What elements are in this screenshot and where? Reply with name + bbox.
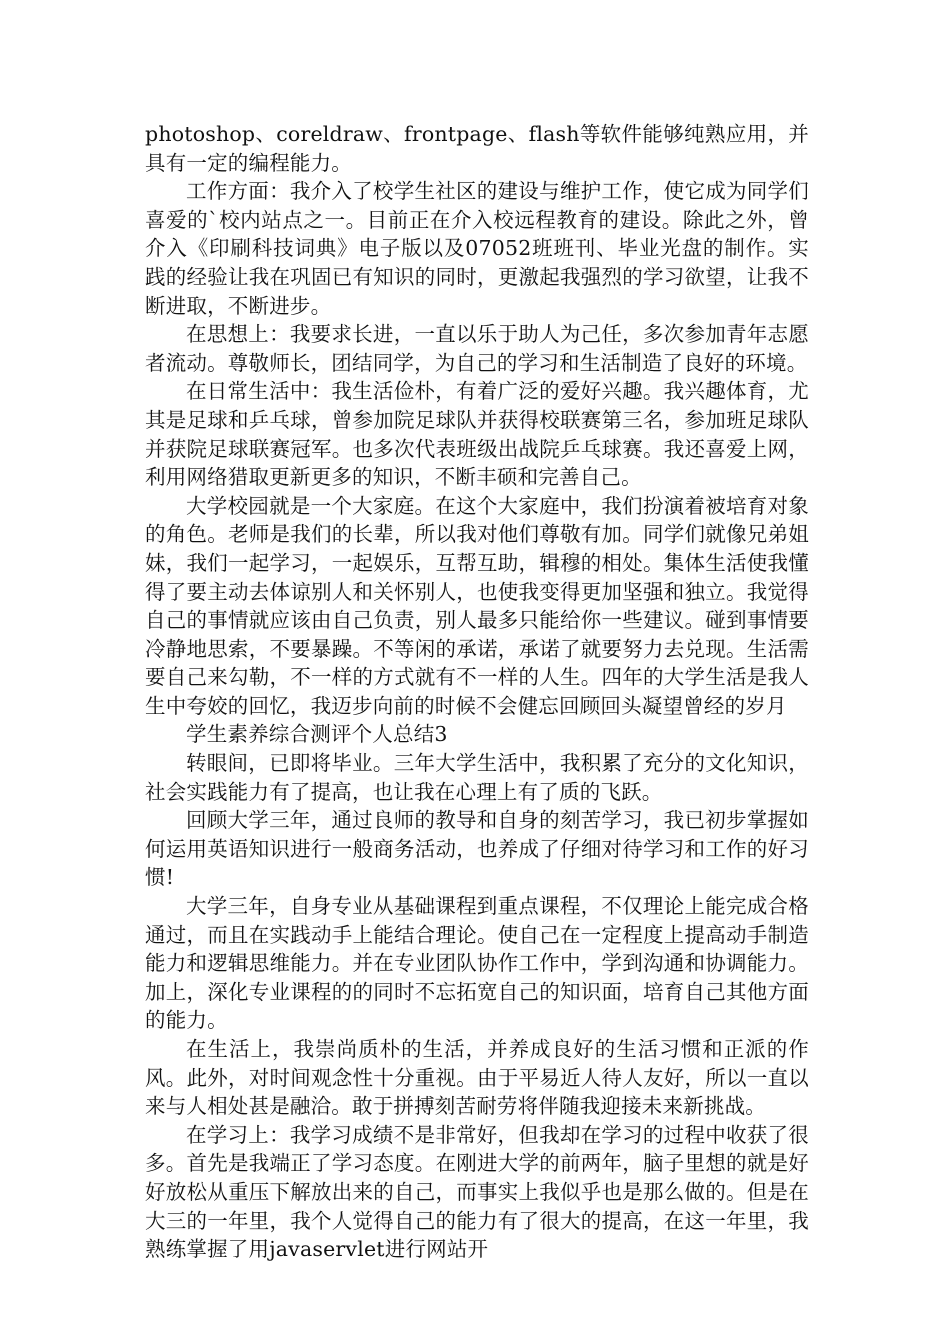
paragraph-graduation: 转眼间，已即将毕业。三年大学生活中，我积累了充分的文化知识，社会实践能力有了提高，也让我在心理上有了质的飞跃。 (145, 751, 809, 804)
paragraph-study: 在学习上：我学习成绩不是非常好，但我却在学习的过程中收获了很多。首先是我端正了学习态度。在刚进大学的前两年，脑子里想的就是好好放松从重压下解放出来的自己，而事实上我似乎也是那么做的。但是在大三的一年里，我个人觉得自己的能力有了很大的提高，在这一年里，我熟练掌握了用javaservlet进行网站开 (145, 1122, 809, 1262)
paragraph-daily-life: 在日常生活中：我生活俭朴，有着广泛的爱好兴趣。我兴趣体育，尤其是足球和乒乓球，曾参加院足球队并获得校联赛第三名，参加班足球队并获院足球联赛冠军。也多次代表班级出战院乒乓球赛。我还喜爱上网，利用网络猎取更新更多的知识，不断丰硕和完善自己。 (145, 379, 809, 490)
paragraph-review: 回顾大学三年，通过良师的教导和自身的刻苦学习，我已初步掌握如何运用英语知识进行一般商务活动，也养成了仔细对待学习和工作的好习惯! (145, 808, 809, 890)
document-page (145, 120, 809, 1264)
paragraph-work: 工作方面：我介入了校学生社区的建设与维护工作，使它成为同学们喜爱的`校内站点之一。目前正在介入校远程教育的建设。除此之外，曾介入《印刷科技词典》电子版以及07052班班刊、毕业光盘的制作。实践的经验让我在巩固已有知识的同时，更激起我强烈的学习欲望，让我不断进取，不断进步。 (145, 179, 809, 318)
paragraph-thought: 在思想上：我要求长进，一直以乐于助人为己任，多次参加青年志愿者流动。尊敬师长，团结同学，为自己的学习和生活制造了良好的环境。 (145, 322, 809, 375)
paragraph-life: 在生活上，我崇尚质朴的生活，并养成良好的生活习惯和正派的作风。此外，对时间观念性十分重视。由于平易近人待人友好，所以一直以来与人相处甚是融洽。敢于拼搏刻苦耐劳将伴随我迎接未来新挑战。 (145, 1037, 809, 1119)
section-heading: 学生素养综合测评个人总结3 (186, 722, 448, 747)
paragraph-major: 大学三年，自身专业从基础课程到重点课程，不仅理论上能完成合格通过，而且在实践动手上能结合理论。使自己在一定程度上提高动手制造能力和逻辑思维能力。并在专业团队协作工作中，学到沟通和协调能力。加上，深化专业课程的的同时不忘拓宽自己的知识面，培育自己其他方面的能力。 (145, 894, 809, 1033)
paragraph-campus: 大学校园就是一个大家庭。在这个大家庭中，我们扮演着被培育对象的角色。老师是我们的长辈，所以我对他们尊敬有加。同学们就像兄弟姐妹，我们一起学习，一起娱乐，互帮互助，辑穆的相处。集体生活使我懂得了要主动去体谅别人和关怀别人，也使我变得更加坚强和独立。我觉得自己的事情就应该由自己负责，别人最多只能给你一些建议。碰到事情要冷静地思索，不要暴躁。不等闲的承诺，承诺了就要努力去兑现。生活需要自己来勾勒，不一样的方式就有不一样的人生。四年的大学生活是我人生中夸姣的回忆，我迈步向前的时候不会健忘回顾回头凝望曾经的岁月 (145, 493, 809, 718)
paragraph-software-skills: photoshop、coreldraw、frontpage、flash等软件能够纯熟应用，并具有一定的编程能力。 (145, 122, 809, 175)
